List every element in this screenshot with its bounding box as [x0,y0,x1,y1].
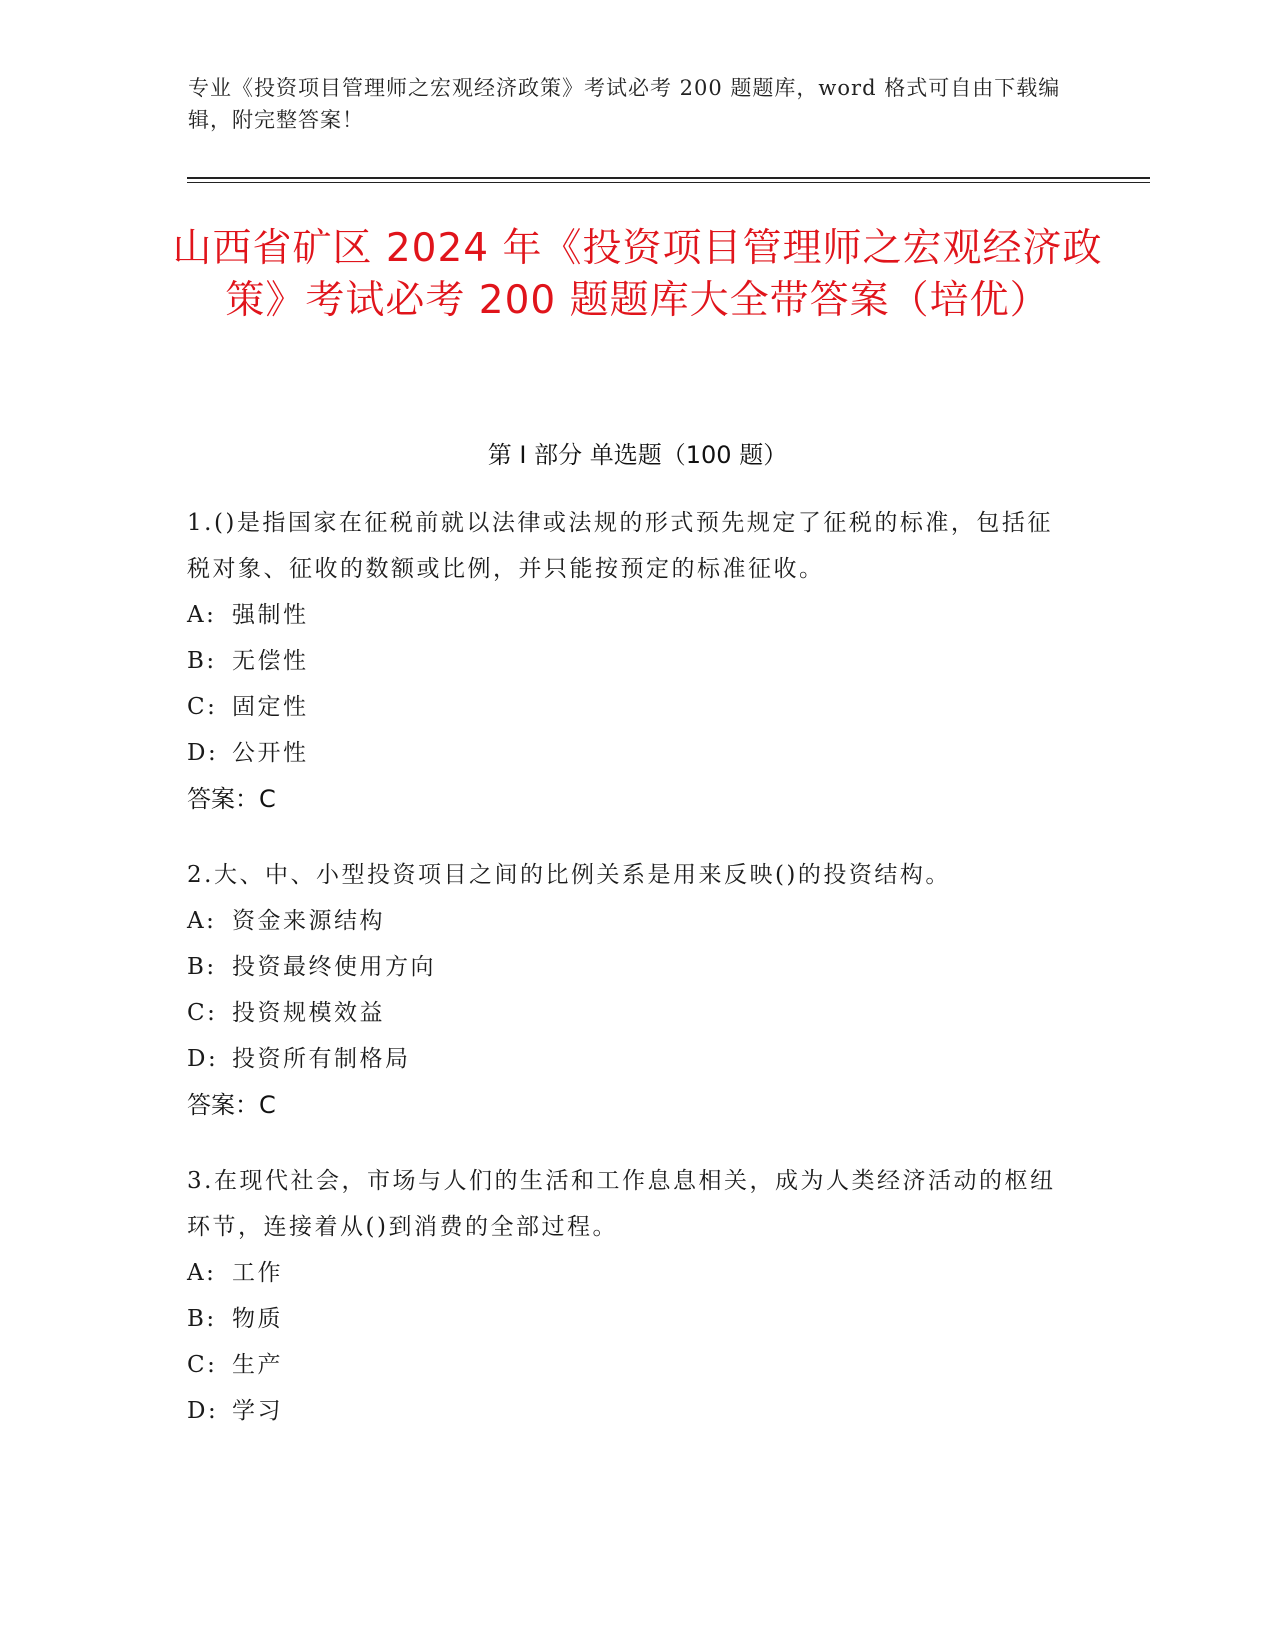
header-divider-thin [187,182,1150,183]
section-heading: 第 I 部分 单选题（100 题） [487,441,788,469]
option-letter: D: [187,740,219,766]
option-text: 强制性 [232,602,309,628]
option-letter: B: [187,648,217,674]
answer-line [187,776,1067,822]
option-text: 投资所有制格局 [232,1046,411,1072]
option-text: 固定性 [232,694,309,720]
answer-label: 答案： [187,1091,259,1119]
question-3 [187,1158,1067,1434]
option-d [187,1036,1067,1082]
answer-line [187,1082,1067,1128]
question-stem: 3.在现代社会，市场与人们的生活和工作息息相关，成为人类经济活动的枢纽环节，连接着从()到消费的全部过程。 [187,1168,1056,1240]
option-text: 投资最终使用方向 [232,954,436,980]
option-text: 物质 [232,1306,283,1332]
option-d [187,730,1067,776]
option-letter: B: [187,1306,217,1332]
option-letter: A: [187,1260,217,1286]
option-c [187,684,1067,730]
header-divider-thick [187,177,1150,179]
question-1 [187,500,1067,822]
question-stem: 2.大、中、小型投资项目之间的比例关系是用来反映()的投资结构。 [187,862,951,888]
option-letter: D: [187,1398,219,1424]
option-letter: A: [187,602,217,628]
option-b [187,1296,1067,1342]
option-d [187,1388,1067,1434]
option-text: 资金来源结构 [232,908,385,934]
option-a [187,1250,1067,1296]
option-b [187,944,1067,990]
option-text: 无偿性 [232,648,309,674]
option-a [187,592,1067,638]
answer-value: C [259,1091,276,1119]
option-c [187,1342,1067,1388]
option-letter: C: [187,1000,218,1026]
option-letter: D: [187,1046,219,1072]
option-letter: C: [187,694,218,720]
option-text: 投资规模效益 [232,1000,385,1026]
option-letter: C: [187,1352,218,1378]
option-text: 工作 [232,1260,283,1286]
option-b [187,638,1067,684]
question-2 [187,852,1067,1128]
answer-label: 答案： [187,785,259,813]
question-stem: 1.()是指国家在征税前就以法律或法规的形式预先规定了征税的标准，包括征税对象、征收的数额或比例，并只能按预定的标准征收。 [187,510,1053,582]
option-a [187,898,1067,944]
answer-value: C [259,785,276,813]
document-title: 山西省矿区 2024 年《投资项目管理师之宏观经济政策》考试必考 200 题题库大全带答案（培优） [172,226,1103,323]
option-text: 公开性 [232,740,309,766]
header-note: 专业《投资项目管理师之宏观经济政策》考试必考 200 题题库，word 格式可自由下载编辑，附完整答案！ [188,76,1061,132]
option-letter: A: [187,908,217,934]
option-text: 生产 [232,1352,283,1378]
option-text: 学习 [232,1398,283,1424]
option-letter: B: [187,954,217,980]
option-c [187,990,1067,1036]
